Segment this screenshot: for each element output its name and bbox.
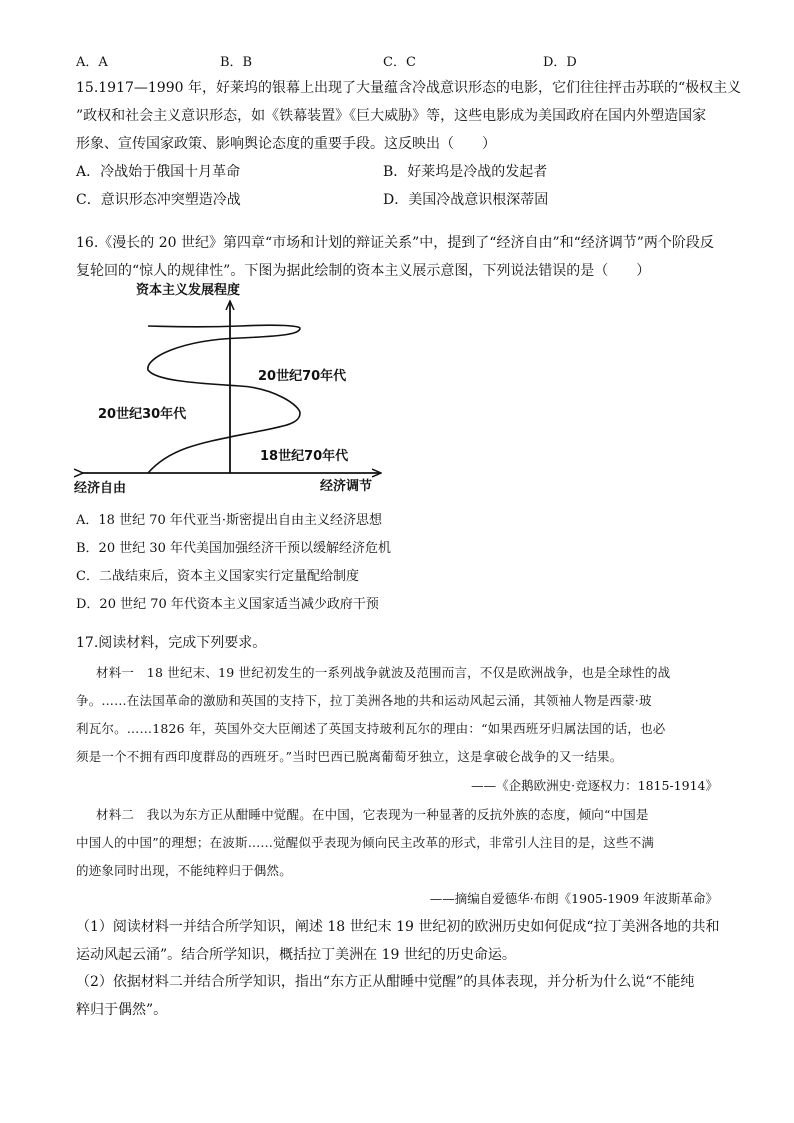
q15-option-b: B．好莱坞是冷战的发起者 <box>383 164 548 180</box>
label-18c-70s: 18世纪70年代 <box>260 449 349 464</box>
material-2-source: ——摘编自爱德华·布朗《1905-1909 年波斯革命》 <box>429 891 718 906</box>
label-20c-70s: 20世纪70年代 <box>258 369 347 384</box>
material-1-line-1: 材料一 18 世纪末、19 世纪初发生的一系列战争就波及范围而言，不仅是欧洲战争，也是全球性的战 <box>96 665 671 680</box>
material-1-source: ——《企鹅欧洲史·竞逐权力：1815-1914》 <box>471 778 718 793</box>
material-1-line-2: 争。……在法国革命的激励和英国的支持下，拉丁美洲各地的共和运动风起云涌，其领袖人物是西蒙·玻 <box>76 693 652 708</box>
q16-option-d: D．20 世纪 70 年代资本主义国家适当减少政府干预 <box>76 597 379 612</box>
q15-option-c: C．意识形态冲突塑造冷战 <box>76 192 241 208</box>
q14-option-b: B．B <box>220 55 253 70</box>
q16-option-a: A．18 世纪 70 年代亚当·斯密提出自由主义经济思想 <box>76 513 383 528</box>
sub-question-1-line-2: 运动风起云涌”。结合所学知识，概括拉丁美洲在 19 世纪的历史命运。 <box>76 947 516 963</box>
q15-option-a: A．冷战始于俄国十月革命 <box>76 164 241 180</box>
q15-option-d: D．美国冷战意识根深蒂固 <box>383 192 549 208</box>
material-2-line-2: 中国人的中国”的理想；在波斯……觉醒似乎表现为倾向民主改革的形式，非常引人注目的是，这些不满 <box>76 835 655 850</box>
q16-option-c: C．二战结束后，资本主义国家实行定量配给制度 <box>76 569 359 584</box>
q17-stem: 17.阅读材料，完成下列要求。 <box>76 635 267 651</box>
q15-line-1: 15.1917—1990 年，好莱坞的银幕上出现了大量蕴含冷战意识形态的电影，它们往往抨击苏联的“极权主义 <box>76 80 742 96</box>
sub-question-1-line-1: （1）阅读材料一并结合所学知识，阐述 18 世纪末 19 世纪初的欧洲历史如何促成“拉丁美洲各地的共和 <box>76 919 720 935</box>
capitalism-development-diagram <box>70 278 390 498</box>
q16-option-b: B．20 世纪 30 年代美国加强经济干预以缓解经济危机 <box>76 541 392 556</box>
label-20c-30s: 20世纪30年代 <box>98 407 187 422</box>
q16-line-1: 16.《漫长的 20 世纪》第四章“市场和计划的辩证关系”中，提到了“经济自由”和“经济调节”两个阶段反 <box>76 235 714 251</box>
material-1-line-3: 利瓦尔。……1826 年，英国外交大臣阐述了英国支持玻利瓦尔的理由：“如果西班牙归属法国的话，也必 <box>76 721 666 736</box>
y-axis-label: 资本主义发展程度 <box>136 283 241 298</box>
q15-line-2: ”政权和社会主义意识形态，如《铁幕装置》《巨大威胁》等，这些电影成为美国政府在国内外塑造国家 <box>76 108 707 124</box>
x-axis-left-label: 经济自由 <box>74 481 127 496</box>
material-2-line-3: 的迹象同时出现，不能纯粹归于偶然。 <box>76 863 292 878</box>
material-2-line-1: 材料二 我以为东方正从酣睡中觉醒。在中国，它表现为一种显著的反抗外族的态度，倾向“中国是 <box>96 807 649 822</box>
x-axis-right-label: 经济调节 <box>320 479 373 494</box>
sub-question-2-line-1: （2）依据材料二并结合所学知识，指出“东方正从酣睡中觉醒”的具体表现，并分析为什么说“不能纯 <box>76 974 695 990</box>
q16-line-2: 复轮回的“惊人的规律性”。下图为据此绘制的资本主义展示意图，下列说法错误的是（ ） <box>76 263 651 279</box>
sub-question-2-line-2: 粹归于偶然”。 <box>76 1002 168 1018</box>
q14-option-a: A．A <box>76 55 108 70</box>
q14-option-c: C．C <box>383 55 416 70</box>
q14-option-d: D．D <box>543 55 577 70</box>
material-1-line-4: 须是一个不拥有西印度群岛的西班牙。”当时巴西已脱离葡萄牙独立，这是拿破仑战争的又一结果。 <box>76 749 623 764</box>
q15-line-3: 形象、宣传国家政策、影响舆论态度的重要手段。这反映出（ ） <box>76 136 496 152</box>
